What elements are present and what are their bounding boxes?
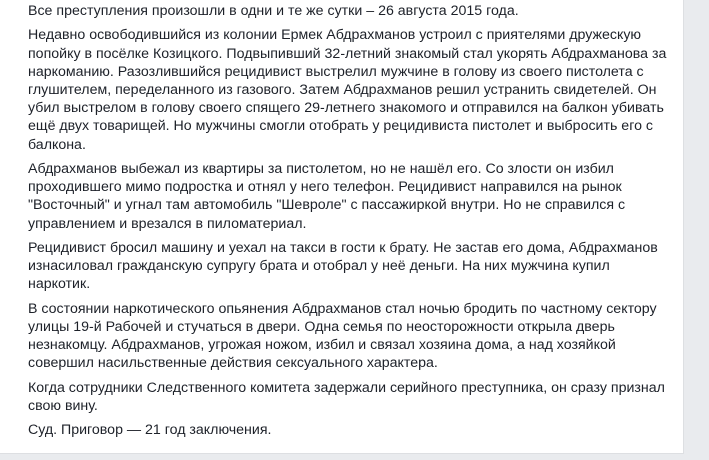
post-paragraph: Абдрахманов выбежал из квартиры за пистолетом, но не нашёл его. Со злости он избил проходившего мимо подростка и отнял у него телефон. Рецидивист направился на рынок "Восточный" и угнал там автомобиль "Шевроле" с пассажиркой внутри. Но не справился с управлением и врезался в пиломатериал. (28, 161, 626, 232)
post-paragraph: Рецидивист бросил машину и уехал на такси в гости к брату. Не застав его дома, Абдрахманов изнасиловал гражданскую супругу брата и отобрал у неё деньги. На них мужчина купил наркотик. (28, 240, 658, 293)
post-paragraph: Когда сотрудники Следственного комитета задержали серийного преступника, он сразу признал свою вину. (28, 379, 665, 414)
post-text (28, 2, 673, 440)
post-paragraph: Недавно освободившийся из колонии Ермек Абдрахманов устроил с приятелями дружескую попойку в посёлке Козицкого. Подвыпивший 32-летний знакомый стал укорять Абдрахманова за наркоманию. Разозлившийся рецидивист выстрелил мужчине в голову из своего пистолета с глушителем, переделанного из газового. Затем Абдрахманов решил устранить свидетелей. Он убил выстрелом в голову своего спящего 29-летнего знакомого и отправился на балкон убивать ещё двух товарищей. Но мужчины смогли отобрать у рецидивиста пистолет и выбросить его с балкона. (28, 27, 667, 153)
post-paragraph: Суд. Приговор — 21 год заключения. (28, 422, 272, 439)
post-paragraph: Все преступления произошли в одни и те же сутки – 26 августа 2015 года. (28, 3, 519, 19)
post-paragraph: В состоянии наркотического опьянения Абдрахманов стал ночью бродить по частному сектору улицы 19-й Рабочей и стучаться в двери. Одна семья по неосторожности открыла дверь незнакомцу. Абдрахманов, угрожая ножом, избил и связал хозяина дома, а над хозяйкой совершил насильственные действия сексуального характера. (28, 300, 657, 372)
